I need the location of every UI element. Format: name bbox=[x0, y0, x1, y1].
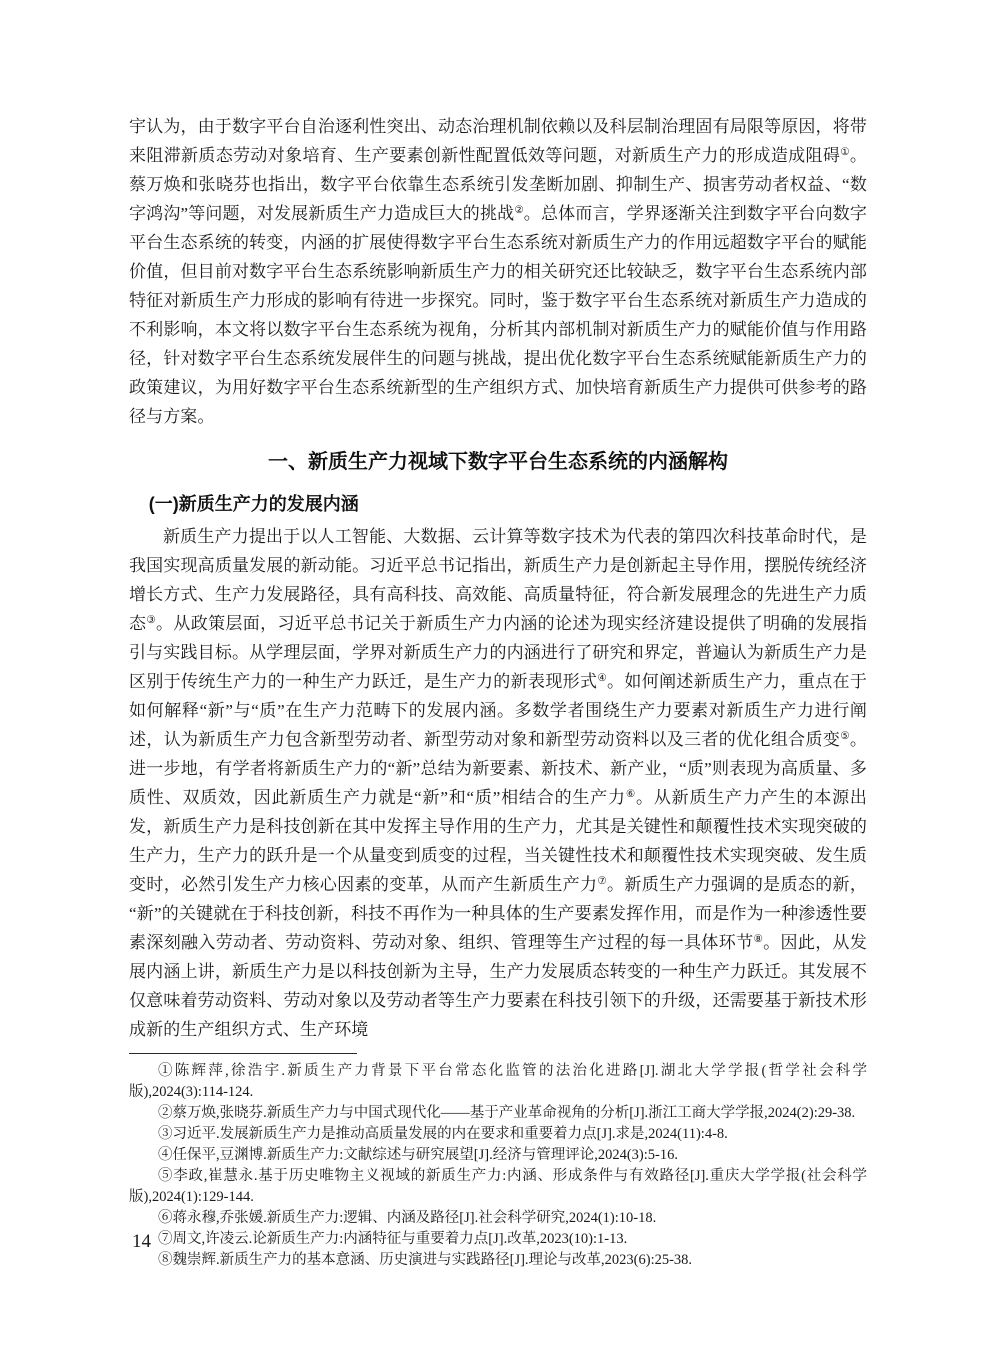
footnote: ①陈辉萍,徐浩宇.新质生产力背景下平台常态化监管的法治化进路[J].湖北大学学报(哲学社会科学版),2024(3):114-124. bbox=[129, 1063, 867, 1100]
paragraph bbox=[129, 112, 867, 431]
paragraph-text: 。新质生产力强调的是质态的新，“新”的关键就在于科技创新，科技不再作为一种具体的生产要素发挥作用，而是作为一种渗透性要素深刻融入劳动者、劳动资料、劳动对象、组织、管理等生产过程的每一具体环节 bbox=[129, 875, 868, 952]
footnote: ⑤李政,崔慧永.基于历史唯物主义视域的新质生产力:内涵、形成条件与有效路径[J].重庆大学学报(社会科学版),2024(1):129-144. bbox=[129, 1168, 867, 1205]
page-number: 14 bbox=[132, 1231, 151, 1252]
footnote-ref: ⑦ bbox=[597, 876, 608, 887]
footnote: ⑥蒋永穆,乔张媛.新质生产力:逻辑、内涵及路径[J].社会科学研究,2024(1):10-18. bbox=[158, 1210, 657, 1226]
footnote-ref: ③ bbox=[146, 615, 157, 626]
paragraph-text: 。因此，从发展内涵上讲，新质生产力是以科技创新为主导，生产力发展质态转变的一种生产力跃迁。其发展不仅意味着劳动资料、劳动对象以及劳动者等生产力要素在科技引领下的升级，还需要基于新技术形成新的生产组织方式、生产环境 bbox=[129, 933, 867, 1039]
page-content bbox=[129, 112, 867, 1271]
footnote-list bbox=[129, 1061, 867, 1271]
footnote: ③习近平.发展新质生产力是推动高质量发展的内在要求和重要着力点[J].求是,2024(11):4-8. bbox=[158, 1126, 728, 1142]
footnote: ⑧魏崇辉.新质生产力的基本意涵、历史演进与实践路径[J].理论与改革,2023(6):25-38. bbox=[158, 1252, 693, 1268]
paragraph-text: 。进一步地，有学者将新质生产力的“新”总结为新要素、新技术、新产业，“质”则表现为高质量、多质性、双质效，因此新质生产力就是“新”和“质”相结合的生产力 bbox=[129, 730, 867, 807]
paragraph-text: 。从政策层面，习近平总书记关于新质生产力内涵的论述为现实经济建设提供了明确的发展指引与实践目标。从学理层面，学界对新质生产力的内涵进行了研究和界定，普遍认为新质生产力是区别于传统生产力的一种生产力跃迁，是生产力的新表现形式 bbox=[129, 614, 867, 691]
paragraph-text: 。蔡万焕和张晓芬也指出，数字平台依靠生态系统引发垄断加剧、抑制生产、损害劳动者权益、“数字鸿沟”等问题，对发展新质生产力造成巨大的挑战 bbox=[129, 146, 867, 223]
footnote-ref: ① bbox=[840, 147, 850, 158]
paragraph-text: 。如何阐述新质生产力，重点在于如何解释“新”与“质”在生产力范畴下的发展内涵。多数学者围绕生产力要素对新质生产力进行阐述，认为新质生产力包含新型劳动者、新型劳动对象和新型劳动资料以及三者的优化组合质变 bbox=[129, 672, 868, 749]
paragraph-text: 。从新质生产力产生的本源出发，新质生产力是科技创新在其中发挥主导作用的生产力，尤其是关键性和颠覆性技术实现突破的生产力，生产力的跃升是一个从量变到质变的过程，当关键性技术和颠覆性技术实现突破、发生质变时，必然引发生产力核心因素的变革，从而产生新质生产力 bbox=[129, 788, 867, 894]
footnote-divider bbox=[129, 1053, 357, 1054]
article-body bbox=[129, 112, 867, 1044]
footnote: ⑦周文,许凌云.论新质生产力:内涵特征与重要着力点[J].改革,2023(10):1-13. bbox=[158, 1231, 628, 1247]
footnote-ref: ② bbox=[514, 205, 524, 216]
subsection-heading: (一)新质生产力的发展内涵 bbox=[148, 494, 359, 514]
footnote-ref: ④ bbox=[597, 673, 608, 684]
paragraph-text: 新质生产力提出于以人工智能、大数据、云计算等数字技术为代表的第四次科技革命时代，是我国实现高质量发展的新动能。习近平总书记指出，新质生产力是创新起主导作用，摆脱传统经济增长方式、生产力发展路径，具有高科技、高效能、高质量特征，符合新发展理念的先进生产力质态 bbox=[129, 527, 867, 633]
footnote-ref: ⑧ bbox=[753, 934, 764, 945]
section-heading: 一、新质生产力视域下数字平台生态系统的内涵解构 bbox=[268, 451, 728, 473]
paragraph-text: 宇认为，由于数字平台自治逐利性突出、动态治理机制依赖以及科层制治理固有局限等原因，将带来阻滞新质态劳动对象培育、生产要素创新性配置低效等问题，对新质生产力的形成造成阻碍 bbox=[129, 117, 867, 165]
footnote: ④任保平,豆渊博.新质生产力:文献综述与研究展望[J].经济与管理评论,2024(3):5-16. bbox=[158, 1147, 678, 1163]
footnote-ref: ⑤ bbox=[840, 731, 850, 742]
footnote-ref: ⑥ bbox=[625, 789, 637, 800]
footnote: ②蔡万焕,张晓芬.新质生产力与中国式现代化——基于产业革命视角的分析[J].浙江工商大学学报,2024(2):29-38. bbox=[158, 1105, 856, 1121]
paragraph-text: 。总体而言，学界逐渐关注到数字平台向数字平台生态系统的转变，内涵的扩展使得数字平台生态系统对新质生产力的作用远超数字平台的赋能价值，但目前对数字平台生态系统影响新质生产力的相关研究还比较缺乏，数字平台生态系统内部特征对新质生产力形成的影响有待进一步探究。同时，鉴于数字平台生态系统对新质生产力造成的不利影响，本文将以数字平台生态系统为视角，分析其内部机制对新质生产力的赋能价值与作用路径，针对数字平台生态系统发展伴生的问题与挑战，提出优化数字平台生态系统赋能新质生产力的政策建议，为用好数字平台生态系统新型的生产组织方式、加快培育新质生产力提供可供参考的路径与方案。 bbox=[129, 204, 867, 426]
paragraph bbox=[129, 522, 867, 1044]
